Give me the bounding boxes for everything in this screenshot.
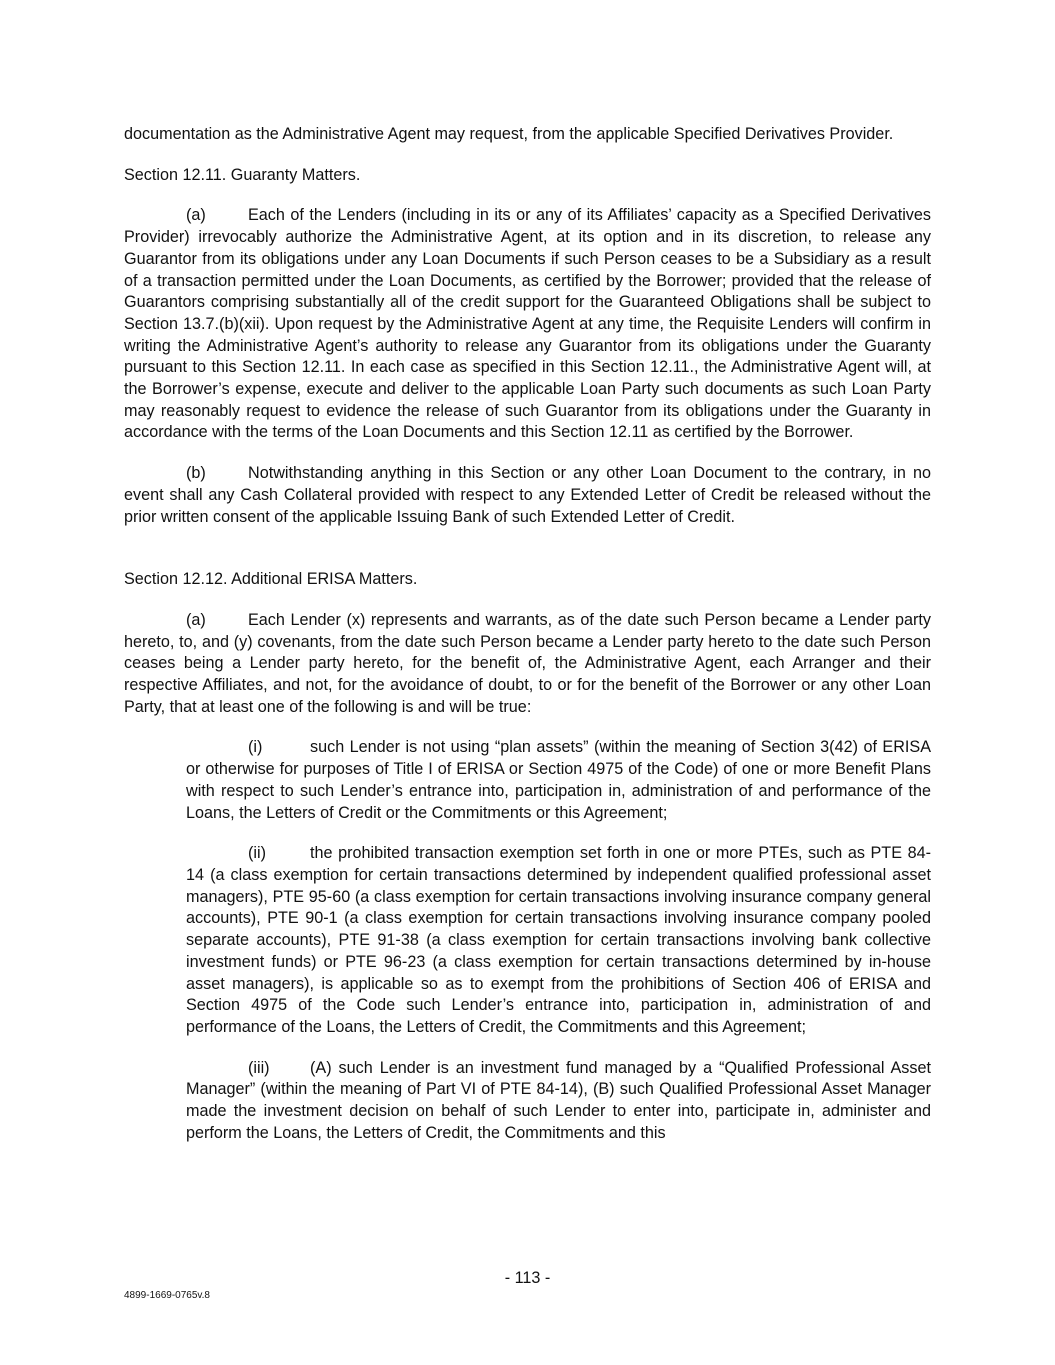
clause-text: Notwithstanding anything in this Section or any other Loan Document to the contrary, in no event shall any Cash Collateral provided with respect to any Extended Letter of Credit be released without the prior written consent of the applicable Issuing Bank of such Extended Letter of Credit. xyxy=(124,464,931,526)
section-12-12-a-iii xyxy=(186,1058,931,1145)
clause-label: (b) xyxy=(186,464,206,483)
clause-label: (a) xyxy=(186,206,206,225)
subclause-text: such Lender is not using “plan assets” (within the meaning of Section 3(42) of ERISA or otherwise for purposes of Title I of ERISA or Section 4975 of the Code) of one or more Benefit Plans with respect to such Lender’s entrance into, participation in, administration of and performance of the Loans, the Letters of Credit or the Commitments or this Agreement; xyxy=(186,738,931,822)
section-12-11-b xyxy=(124,463,931,528)
section-12-12-heading: Section 12.12. Additional ERISA Matters. xyxy=(124,570,418,589)
section-12-12-a-ii xyxy=(186,843,931,1038)
section-12-12-a-i xyxy=(186,737,931,824)
subclause-label: (i) xyxy=(248,738,263,757)
section-12-11-heading: Section 12.11. Guaranty Matters. xyxy=(124,165,361,184)
subclause-label: (ii) xyxy=(248,844,266,863)
subclause-label: (iii) xyxy=(248,1058,270,1077)
subclause-text: (A) such Lender is an investment fund managed by a “Qualified Professional Asset Manager” (within the meaning of Part VI of PTE 84-14), (B) such Qualified Professional Asset Manager made the investment decision on behalf of such Lender to enter into, participate in, administer and perform the Loans, the Letters of Credit, the Commitments and this xyxy=(186,1058,931,1142)
section-12-11-a xyxy=(124,205,931,444)
clause-text: Each Lender (x) represents and warrants, as of the date such Person became a Lender party hereto, to, and (y) covenants, from the date such Person became a Lender party hereto to the date such Person ceases being a Lender party hereto, for the benefit of, the Administrative Agent, each Arranger and their respective Affiliates, and not, for the avoidance of doubt, to or for the benefit of the Borrower or any other Loan Party, that at least one of the following is and will be true: xyxy=(124,610,931,716)
document-page xyxy=(124,124,931,1144)
continuation-paragraph: documentation as the Administrative Agent may request, from the applicable Specified Derivatives Provider. xyxy=(124,125,894,143)
page-number: - 113 - xyxy=(504,1269,551,1287)
document-id: 4899-1669-0765v.8 xyxy=(124,1290,210,1301)
clause-label: (a) xyxy=(186,610,206,629)
section-12-12-a xyxy=(124,610,931,719)
subclause-text: the prohibited transaction exemption set forth in one or more PTEs, such as PTE 84-14 (a class exemption for certain transactions determined by independent qualified professional asset managers), PTE 95-60 (a class exemption for certain transactions involving insurance company general accounts), PTE 90-1 (a class exemption for certain transactions involving insurance company pooled separate accounts), PTE 91-38 (a class exemption for certain transactions involving bank collective investment funds) or PTE 96-23 (a class exemption for certain transactions determined by in-house asset managers), is applicable so as to exempt from the prohibitions of Section 406 of ERISA and Section 4975 of the Code such Lender’s entrance into, participation in, administration of and performance of the Loans, the Letters of Credit, the Commitments and this Agreement; xyxy=(186,844,931,1036)
clause-text: Each of the Lenders (including in its or any of its Affiliates’ capacity as a Specified Derivatives Provider) irrevocably authorize the Administrative Agent, at its option and in its discretion, to release any Guarantor from its obligations under any Loan Documents if such Person ceases to be a Subsidiary as a result of a transaction permitted under the Loan Documents, as certified by the Borrower; provided that the release of Guarantors comprising substantially all of the credit support for the Guaranteed Obligations shall be subject to Section 13.7.(b)(xii). Upon request by the Administrative Agent at any time, the Requisite Lenders will confirm in writing the Administrative Agent’s authority to release any Guarantor from its obligations under the Guaranty pursuant to this Section 12.11. In each case as specified in this Section 12.11., the Administrative Agent will, at the Borrower’s expense, execute and deliver to the applicable Loan Party such documents as such Loan Party may reasonably request to evidence the release of such Guarantor from its obligations under the Guaranty in accordance with the terms of the Loan Documents and this Section 12.11 as certified by the Borrower. xyxy=(124,206,931,442)
